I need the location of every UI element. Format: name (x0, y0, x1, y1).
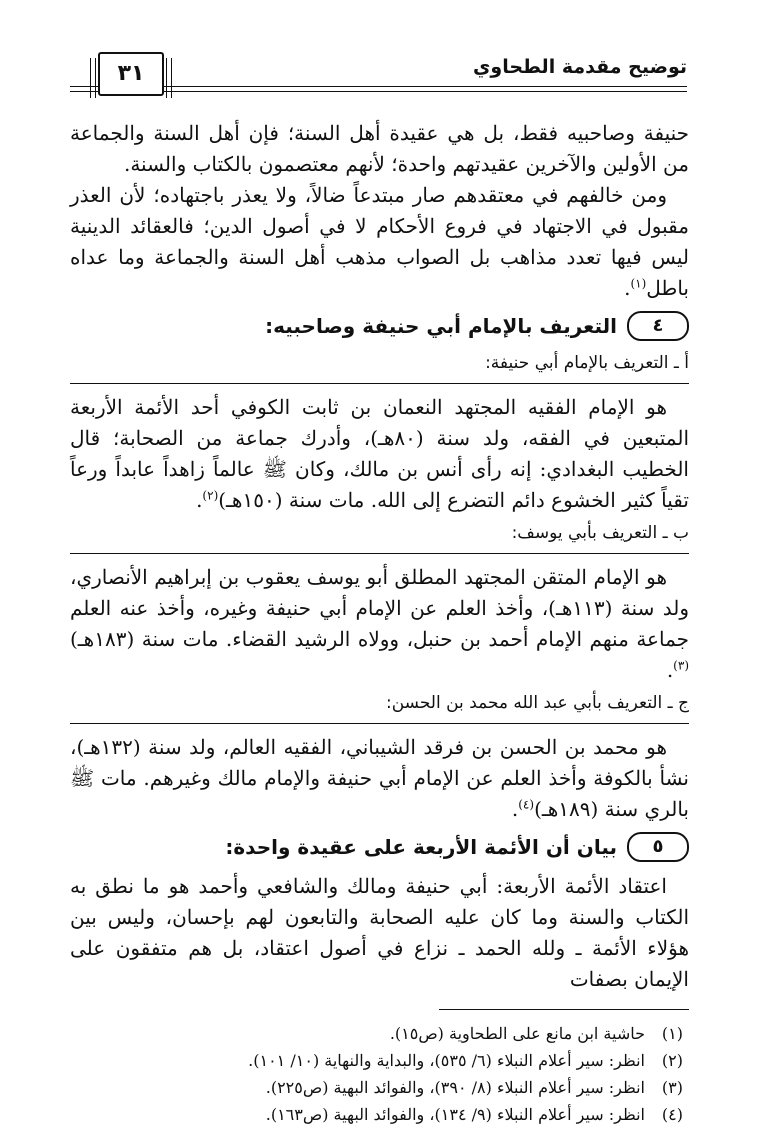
paragraph-muhammad-hasan: هو محمد بن الحسن بن فرقد الشيباني، الفقيه العالم، ولد سنة (١٣٢هـ)، نشأ بالكوفة وأخذ العلم عن الإمام أبي حنيفة والإمام مالك وغيرهم. مات ﷺ بالري سنة (١٨٩هـ)$^{(٤)}$. (70, 735, 689, 821)
footnote-item (70, 1020, 689, 1047)
intro-paragraph-2: ومن خالفهم في معتقدهم صار مبتدعاً ضالاً، ولا يعذر باجتهاده؛ لأن العذر مقبول في الاجتهاد في فروع الأحكام لا في أصول الدين؛ فالعقائد الدينية ليس فيها تعدد مذاهب بل الصواب مذهب أهل السنة والجماعة وما عداه باطل$^{(١)}$. (70, 183, 689, 300)
paragraph-abu-hanifa-text: هو الإمام الفقيه المجتهد النعمان بن ثابت الكوفي أحد الأئمة الأربعة المتبعين في الفقه، ولد سنة (٨٠هـ)، وأدرك جماعة من الصحابة؛ قال الخطيب البغدادي: إنه رأى أنس بن مالك، وكان ﷺ عالماً زاهداً عابداً ورعاً تقياً كثير الخشوع دائم التضرع إلى الله. مات سنة (١٥٠هـ) (70, 395, 689, 512)
section-4-heading (70, 308, 689, 344)
divider (70, 723, 689, 724)
section-number-badge: ٤ (627, 311, 689, 341)
divider (70, 553, 689, 554)
footnotes (70, 1020, 689, 1128)
section-5-heading (70, 829, 689, 865)
footnote-text: حاشية ابن مانع على الطحاوية (ص١٥). (389, 1024, 645, 1043)
paragraph-muhammad-hasan-text: هو محمد بن الحسن بن فرقد الشيباني، الفقيه العالم، ولد سنة (١٣٢هـ)، نشأ بالكوفة وأخذ العلم عن الإمام أبي حنيفة والإمام مالك وغيرهم. مات ﷺ بالري سنة (١٨٩هـ) (70, 735, 689, 821)
divider (70, 383, 689, 384)
footnote-text: انظر: سير أعلام النبلاء (٨/ ٣٩٠)، والفوائد البهية (ص٢٢٥). (265, 1078, 645, 1097)
intro-paragraph-2-text: ومن خالفهم في معتقدهم صار مبتدعاً ضالاً، ولا يعذر باجتهاده؛ لأن العذر مقبول في الاجتهاد في فروع الأحكام لا في أصول الدين؛ فالعقائد الدينية ليس فيها تعدد مذاهب بل الصواب مذهب أهل السنة والجماعة وما عداه باطل (70, 183, 689, 300)
subheading-muhammad-hasan: ج ـ التعريف بأبي عبد الله محمد بن الحسن: (386, 693, 689, 713)
footnote-item (70, 1074, 689, 1101)
running-title: توضيح مقدمة الطحاوي (473, 56, 687, 78)
footnote-number: (٣) (661, 1078, 683, 1097)
footnote-ref[interactable]: (٢) (202, 488, 219, 503)
section-title: بيان أن الأئمة الأربعة على عقيدة واحدة: (225, 835, 617, 859)
subheading-abu-yusuf: ب ـ التعريف بأبي يوسف: (511, 523, 689, 543)
paragraph-four-imams: اعتقاد الأئمة الأربعة: أبي حنيفة ومالك والشافعي وأحمد هو ما نطق به الكتاب والسنة وما كان عليه الصحابة والتابعون لهم بإحسان، وليس بين هؤلاء الأئمة ـ ولله الحمد ـ نزاع في أصول اعتقاد، بل هم متفقون على الإيمان بصفات (70, 874, 689, 991)
footnote-separator (439, 1009, 689, 1010)
intro-paragraph-1: حنيفة وصاحبيه فقط، بل هي عقيدة أهل السنة؛ فإن أهل السنة والجماعة من الأولين والآخرين عقيدتهم واحدة؛ لأنهم معتصمون بالكتاب والسنة. (70, 121, 689, 176)
footnote-text: انظر: سير أعلام النبلاء (٩/ ١٣٤)، والفوائد البهية (ص١٦٣). (265, 1105, 645, 1124)
section-title: التعريف بالإمام أبي حنيفة وصاحبيه: (265, 314, 617, 338)
footnote-number: (٢) (661, 1051, 683, 1070)
paragraph-abu-yusuf-text: هو الإمام المتقن المجتهد المطلق أبو يوسف يعقوب بن إبراهيم الأنصاري، ولد سنة (١١٣هـ)، وأخذ العلم عن الإمام أبي حنيفة وغيره، وأخذ عنه العلم جماعة منهم الإمام أحمد بن حنبل، وولاه الرشيد القضاء. مات سنة (١٨٣هـ) (70, 565, 689, 651)
footnote-ref[interactable]: (٤) (518, 797, 535, 812)
paragraph-abu-yusuf: هو الإمام المتقن المجتهد المطلق أبو يوسف يعقوب بن إبراهيم الأنصاري، ولد سنة (١١٣هـ)، وأخذ العلم عن الإمام أبي حنيفة وغيره، وأخذ عنه العلم جماعة منهم الإمام أحمد بن حنبل، وولاه الرشيد القضاء. مات سنة (١٨٣هـ)$^{(٣)}$. (70, 565, 689, 682)
footnote-number: (٤) (661, 1105, 683, 1124)
footnote-text: انظر: سير أعلام النبلاء (٦/ ٥٣٥)، والبداية والنهاية (١٠/ ١٠١). (248, 1051, 645, 1070)
footnote-ref[interactable]: (١) (630, 276, 647, 291)
page-number: ٣١ (98, 52, 164, 96)
section-number-badge: ٥ (627, 832, 689, 862)
page-header (70, 52, 687, 97)
subheading-abu-hanifa: أ ـ التعريف بالإمام أبي حنيفة: (485, 353, 689, 373)
footnote-item (70, 1047, 689, 1074)
footnote-number: (١) (661, 1024, 683, 1043)
page-content (70, 118, 689, 1128)
footnote-ref[interactable]: (٣) (673, 658, 689, 673)
paragraph-abu-hanifa: هو الإمام الفقيه المجتهد النعمان بن ثابت الكوفي أحد الأئمة الأربعة المتبعين في الفقه، ولد سنة (٨٠هـ)، وأدرك جماعة من الصحابة؛ قال الخطيب البغدادي: إنه رأى أنس بن مالك، وكان ﷺ عالماً زاهداً عابداً ورعاً تقياً كثير الخشوع دائم التضرع إلى الله. مات سنة (١٥٠هـ)$^{(٢)}$. (70, 395, 689, 512)
